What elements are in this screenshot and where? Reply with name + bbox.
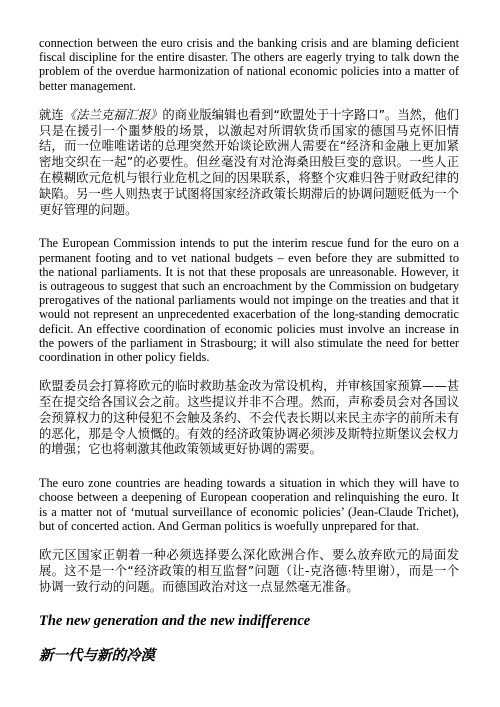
newspaper-title: 《法兰克福汇报》 (63, 107, 163, 122)
paragraph-en-2: The European Commission intends to put the interim rescue fund for the euro on a permanent footing and to vet national budgets – even before they are submitted to the national parliaments. It is not that these proposals are unreasonable. However, it is outrageous to suggest that such an encroachment by the Commission on budgetary prerogatives of the national parliaments would not impinge on the treaties and that it would not represent an unprecedented exacerbation of the long-standing democratic deficit. An effective coordination of economic policies must involve an increase in the powers of the parliament in Strasbourg; it will also stimulate the need for better coordination in other policy fields. (39, 236, 459, 365)
paragraph-en-1: connection between the euro crisis and the banking crisis and are blaming deficient fiscal discipline for the entire disaster. The others are eagerly trying to talk down the problem of the overdue harmonization of national economic policies into a matter of better management. (39, 36, 459, 93)
paragraph-zh-1-body: 的商业版编辑也看到“欧盟处于十字路口”。当然，他们只是在援引一个噩梦般的场景，以激起对所谓软货币国家的德国马克怀旧情结，而一位唯唯诺诺的总理突然开始谈论欧洲人需要在“经济和金融上更加紧密地交织在一起”的必要性。但丝毫没有对沧海桑田般巨变的意识。一些人正在模糊欧元危机与银行业危机之间的因果联系，将整个灾难归咎于财政纪律的缺陷。另一些人则热衷于试图将国家经济政策长期滞后的协调问题贬低为一个更好管理的问题。 (39, 107, 459, 217)
document-page (39, 36, 459, 665)
paragraph-zh-2: 欧盟委员会打算将欧元的临时救助基金改为常设机构，并审核国家预算——甚至在提交给各国议会之前。这些提议并非不合理。然而，声称委员会对各国议会预算权力的这种侵犯不会触及条约、不会代表长期以来民主赤字的前所未有的恶化，那是令人愤慨的。有效的经济政策协调必须涉及斯特拉斯堡议会权力的增强；它也将刺激其他政策领域更好协调的需要。 (39, 379, 459, 457)
paragraph-zh-1 (39, 108, 459, 219)
paragraph-zh-3: 欧元区国家正朝着一种必须选择要么深化欧洲合作、要么放弃欧元的局面发展。这不是一个“经济政策的相互监督”问题（让-克洛德·特里谢），而是一个协调一致行动的问题。而德国政治对这一点显然毫无准备。 (39, 548, 459, 594)
paragraph-zh-1-lead: 就连 (39, 107, 64, 122)
section-heading-zh: 新一代与新的冷漠 (39, 648, 155, 665)
paragraph-en-3: The euro zone countries are heading towards a situation in which they will have to choose between a deepening of European cooperation and relinquishing the euro. It is a matter not of ‘mutual surveillance of economic policies’ (Jean-Claude Trichet), but of concerted action. And German politics is woefully unprepared for that. (39, 476, 459, 533)
section-heading-en: The new generation and the new indifference (39, 613, 311, 630)
